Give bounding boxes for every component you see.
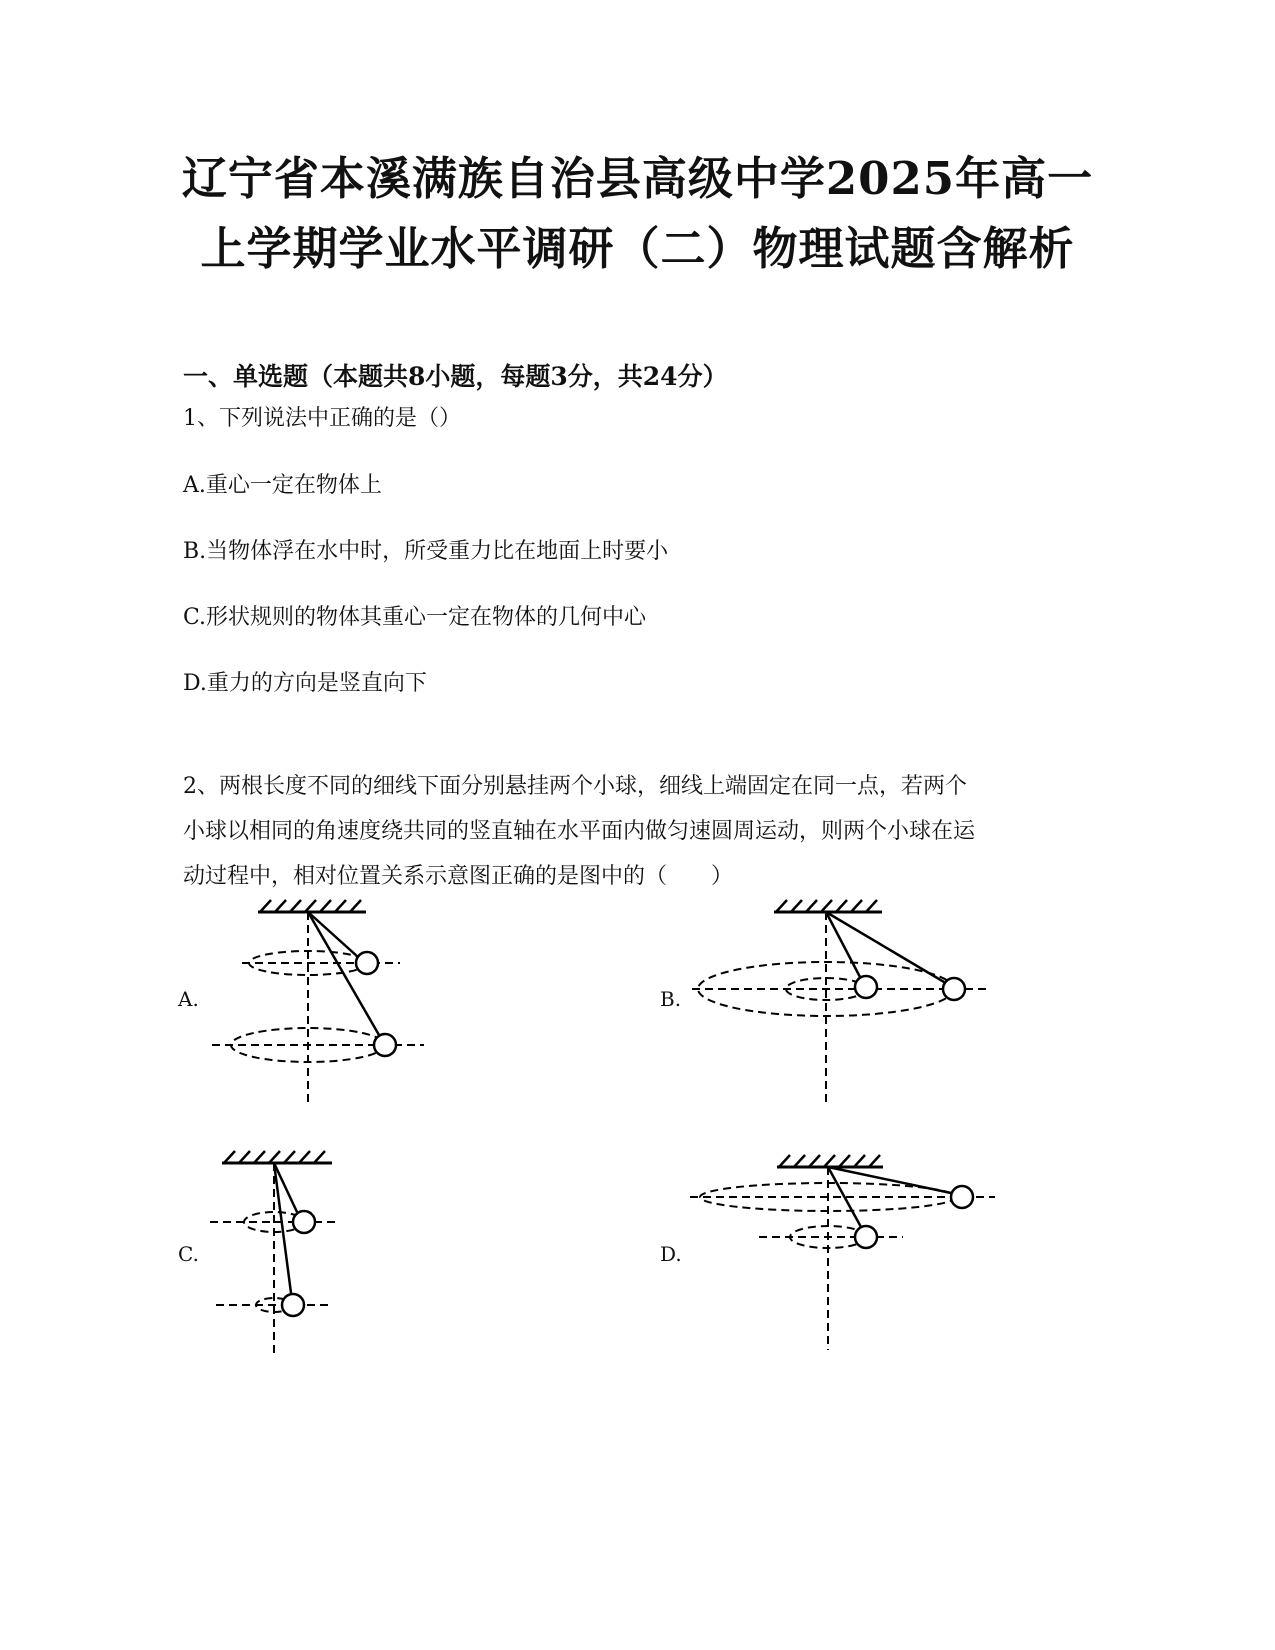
pendulum-figure-c bbox=[200, 1145, 360, 1365]
question-1-option-b: B.当物体浮在水中时，所受重力比在地面上时要小 bbox=[183, 539, 669, 564]
section-heading: 一、单选题（本题共8小题，每题3分，共24分） bbox=[183, 362, 728, 391]
figure-option-b-label: B. bbox=[660, 987, 682, 1011]
question-2-stem-line: 小球以相同的角速度绕共同的竖直轴在水平面内做匀速圆周运动，则两个小球在运 bbox=[183, 819, 976, 844]
document-title-line-1: 辽宁省本溪满族自治县高级中学2025年高一 bbox=[181, 152, 1094, 205]
figure-option-c-label: C. bbox=[178, 1242, 199, 1266]
question-1-stem: 1、下列说法中正确的是（） bbox=[183, 406, 461, 431]
question-1-option-d: D.重力的方向是竖直向下 bbox=[183, 671, 427, 696]
pendulum-figure-b bbox=[690, 890, 990, 1110]
figure-option-a-label: A. bbox=[178, 987, 199, 1011]
document-title-line-2: 上学期学业水平调研（二）物理试题含解析 bbox=[200, 222, 1075, 275]
pendulum-figure-d bbox=[685, 1145, 1005, 1365]
pendulum-figure-a bbox=[200, 890, 440, 1110]
question-2-stem bbox=[183, 764, 1083, 899]
figure-option-d-label: D. bbox=[660, 1242, 682, 1266]
question-2-stem-line: 2、两根长度不同的细线下面分别悬挂两个小球，细线上端固定在同一点，若两个 bbox=[183, 774, 967, 799]
question-1-option-c: C.形状规则的物体其重心一定在物体的几何中心 bbox=[183, 605, 647, 630]
question-2-stem-line: 动过程中，相对位置关系示意图正确的是图中的（ ） bbox=[183, 864, 734, 889]
question-1-option-a: A.重心一定在物体上 bbox=[183, 473, 382, 498]
